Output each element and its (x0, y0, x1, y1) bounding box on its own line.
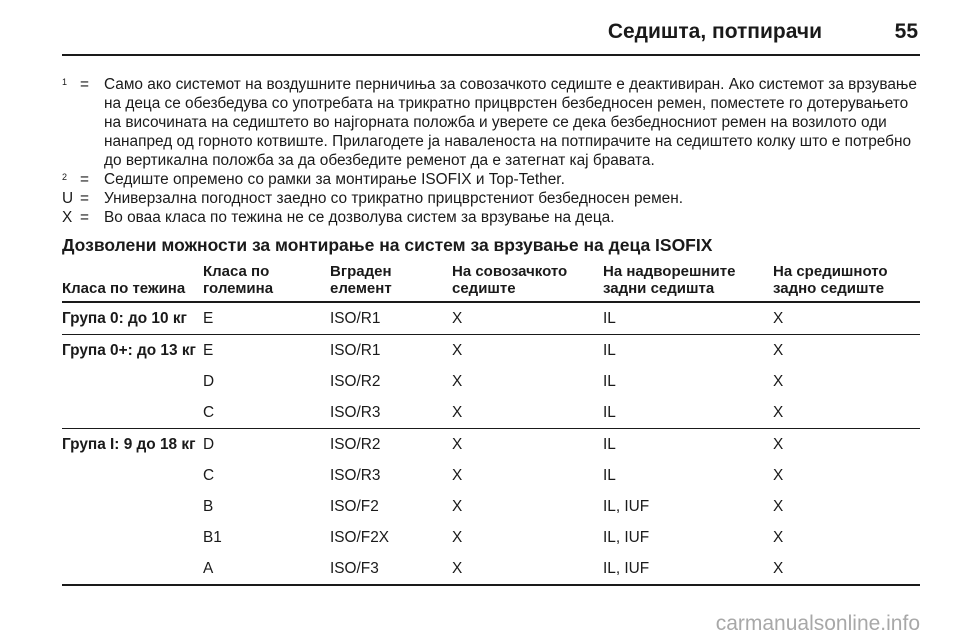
col-size-class-cell: C (203, 466, 215, 484)
col-size-class-header: Класа по големина (203, 263, 330, 302)
col-weight-class-cell (62, 522, 203, 553)
col-center-rear-cell: X (773, 429, 920, 461)
col-center-rear-cell: X (773, 466, 784, 484)
table-row (62, 366, 920, 397)
col-size-class-cell: C (203, 403, 215, 421)
col-size-class-cell: B (203, 497, 214, 515)
col-fixture-cell: ISO/R3 (330, 466, 381, 484)
col-center-rear-header: На средишното задно седиште (773, 263, 920, 302)
col-center-rear-cell: X (773, 553, 920, 585)
col-fixture-cell: ISO/R1 (330, 335, 452, 367)
watermark: carmanualsonline.info (715, 612, 920, 635)
table-body (62, 302, 920, 585)
col-size-class-cell: D (203, 429, 330, 461)
footnote-text: Само ако системот на воздушните перничиња за совозачкото седиште е деактивиран. Ако системот за врзување на деца се обезбедува со употребата на трикратно прицврстен безбедносен ремен, поместете го дотерувањето на височината на седиштето во најгорната положба и уверете се дека безбедносниот ремен на возилото оди нанапред од горното котвиште. Прилагодете ја наваленоста на потпирачите на седиштето колку што е потребно до вертикална положба за да обезбедите ременот да е затегнат кај бравата. (104, 76, 917, 169)
col-outer-rear-cell: IL (603, 429, 773, 461)
col-front-seat-cell: X (452, 403, 463, 421)
footnote (62, 75, 922, 170)
col-center-rear-cell: X (773, 309, 784, 327)
col-weight-class-header: Класа по тежина (62, 263, 203, 302)
col-size-class-cell: E (203, 309, 214, 327)
footnote-equals: = (80, 171, 89, 188)
col-center-rear-cell: X (773, 528, 784, 546)
col-weight-class-cell (62, 397, 203, 429)
col-front-seat-cell: X (452, 429, 603, 461)
footnote-text: Во оваа класа по тежина не се дозволува систем за врзување на деца. (104, 209, 615, 226)
col-fixture-header: Вграден елемент (330, 263, 452, 302)
col-fixture-cell: ISO/F3 (330, 553, 452, 585)
footnote-equals: = (80, 190, 89, 207)
col-weight-class-cell: Група 0: до 10 кг (62, 309, 187, 327)
isofix-table (62, 263, 920, 586)
col-fixture-cell: ISO/R1 (330, 309, 381, 327)
col-front-seat-header: На совозачкото седиште (452, 263, 603, 302)
col-size-class-cell: D (203, 372, 215, 390)
footnote (62, 189, 922, 208)
col-weight-class-cell (62, 553, 203, 585)
col-fixture-cell: ISO/F2X (330, 528, 390, 546)
section-title: Дозволени можности за монтирање на систем за врзување на деца ISOFIX (62, 235, 713, 255)
footnote-equals: = (80, 76, 89, 93)
footnote-text: Универзална погодност заедно со трикратно прицврстениот безбедносен ремен. (104, 190, 684, 207)
col-outer-rear-cell: IL (603, 309, 616, 327)
col-center-rear-cell: X (773, 372, 784, 390)
col-outer-rear-cell: IL, IUF (603, 497, 650, 515)
col-size-class-cell: E (203, 335, 330, 367)
col-front-seat-cell: X (452, 309, 463, 327)
table-row (62, 335, 920, 367)
col-front-seat-cell: X (452, 466, 463, 484)
footnote-key: 1 (62, 77, 68, 87)
table-row (62, 397, 920, 429)
col-fixture-cell: ISO/R2 (330, 372, 381, 390)
col-front-seat-cell: X (452, 553, 603, 585)
col-outer-rear-cell: IL (603, 335, 773, 367)
col-fixture-cell: ISO/R3 (330, 403, 381, 421)
col-fixture-cell: ISO/R2 (330, 429, 452, 461)
footnote-key: 2 (62, 172, 68, 182)
footnote-text: Седиште опремено со рамки за монтирање ISOFIX и Top-Tether. (104, 171, 565, 188)
col-center-rear-cell: X (773, 497, 784, 515)
col-front-seat-cell: X (452, 372, 463, 390)
footnote-key: U (62, 190, 74, 207)
col-front-seat-cell: X (452, 335, 603, 367)
page-title: Седишта, потпирачи (607, 20, 822, 43)
col-weight-class-cell (62, 491, 203, 522)
col-weight-class-cell (62, 366, 203, 397)
table-row (62, 491, 920, 522)
table-row (62, 460, 920, 491)
col-outer-rear-header: На надворешните задни седишта (603, 263, 773, 302)
footnote (62, 208, 922, 227)
page-header (62, 16, 920, 56)
col-outer-rear-cell: IL (603, 372, 616, 390)
col-front-seat-cell: X (452, 497, 463, 515)
page-number: 55 (894, 20, 918, 43)
col-outer-rear-cell: IL, IUF (603, 553, 773, 585)
col-outer-rear-cell: IL, IUF (603, 528, 650, 546)
col-center-rear-cell: X (773, 403, 784, 421)
col-outer-rear-cell: IL (603, 403, 616, 421)
table-row (62, 302, 920, 335)
col-size-class-cell: B1 (203, 528, 222, 546)
footnote (62, 170, 922, 189)
col-weight-class-cell: Група I: 9 до 18 кг (62, 429, 203, 461)
table-row (62, 553, 920, 585)
footnotes (62, 75, 922, 227)
table-row (62, 522, 920, 553)
col-center-rear-cell: X (773, 335, 920, 367)
col-weight-class-cell: Група 0+: до 13 кг (62, 335, 203, 367)
col-fixture-cell: ISO/F2 (330, 497, 379, 515)
footnote-key: X (62, 209, 73, 226)
col-weight-class-cell (62, 460, 203, 491)
col-size-class-cell: A (203, 553, 330, 585)
table-row (62, 429, 920, 461)
footnote-equals: = (80, 209, 89, 226)
table-header-row (62, 263, 920, 302)
col-outer-rear-cell: IL (603, 466, 616, 484)
col-front-seat-cell: X (452, 528, 463, 546)
